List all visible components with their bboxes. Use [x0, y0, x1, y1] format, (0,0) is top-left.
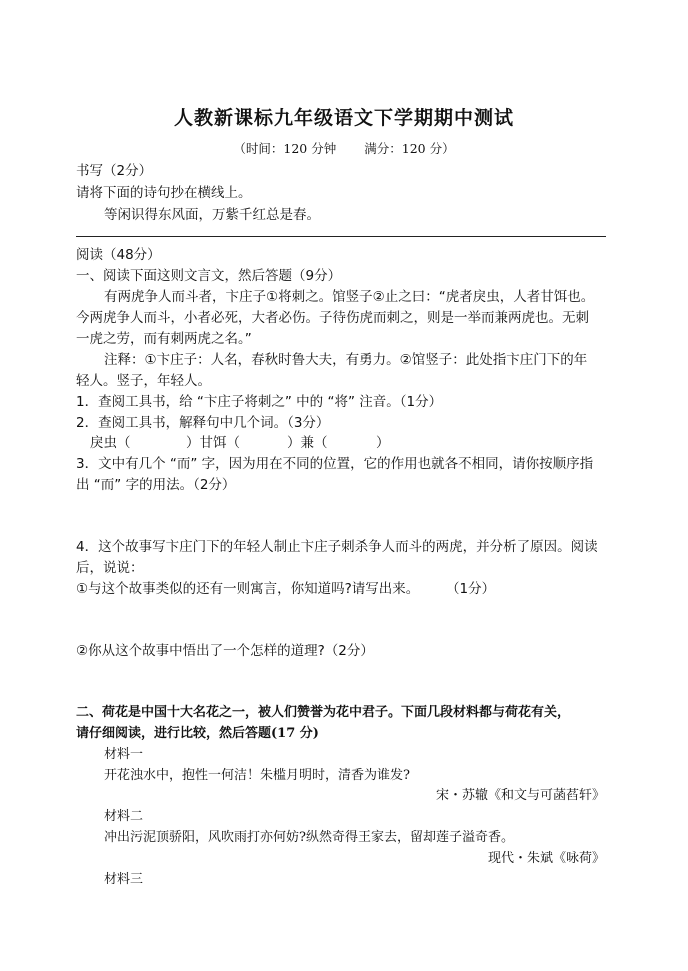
passage-line: 今两虎争人而斗，小者必死，大者必伤。子待伤虎而刺之，则是一举而兼两虎也。无刺 — [76, 310, 589, 326]
question-4a: ①与这个故事类似的还有一则寓言，你知道吗?请写出来。 — [76, 581, 420, 597]
material-2-label: 材料二 — [104, 809, 144, 824]
writing-answer-line — [76, 236, 606, 237]
writing-poem: 等闲识得东风面，万紫千红总是春。 — [104, 207, 320, 223]
passage-line: 一虎之劳，而有刺两虎之名。” — [76, 331, 252, 347]
writing-heading: 书写（2分） — [76, 163, 153, 179]
question-1: 1．查阅工具书，给 “卞庄子将刺之” 中的 “将” 注音。（1分） — [76, 394, 443, 410]
material-1-source: 宋・苏辙《和文与可菡萏轩》 — [435, 788, 605, 803]
material-1-text: 开花浊水中，抱性一何洁！朱槛月明时，清香为谁发? — [104, 768, 410, 783]
question-2-word: ）兼（ — [287, 435, 328, 451]
question-2-word: ）甘饵（ — [186, 435, 240, 451]
question-4: 4．这个故事写卞庄门下的年轻人制止卞庄子刺杀争人而斗的两虎，并分析了原因。阅读 — [76, 539, 598, 555]
material-2-source: 现代・朱斌《咏荷》 — [487, 851, 605, 866]
material-1-label: 材料一 — [104, 747, 144, 762]
question-4a-score: （1分） — [446, 581, 496, 597]
reading-heading: 阅读（48分） — [76, 247, 161, 263]
part2-title: 请仔细阅读，进行比较，然后答题(17 分) — [76, 726, 319, 741]
notes-line: 注释：①卞庄子：人名，春秋时鲁大夫，有勇力。②馆竖子：此处指卞庄门下的年 — [104, 352, 588, 368]
question-3: 3．文中有几个 “而” 字，因为用在不同的位置，它的作用也就各不相同，请你按顺序指 — [76, 456, 594, 472]
question-2-word: ） — [376, 435, 390, 451]
material-2-text: 冲出污泥顶骄阳，风吹雨打亦何妨?纵然奇得王家去，留却莲子溢奇香。 — [104, 830, 514, 845]
exam-score: 满分：120 分） — [364, 141, 455, 156]
exam-time: （时间：120 分钟 — [233, 141, 337, 156]
part2-title: 二、荷花是中国十大名花之一，被人们赞誉为花中君子。下面几段材料都与荷花有关， — [76, 705, 571, 720]
writing-instruction: 请将下面的诗句抄在横线上。 — [76, 185, 252, 201]
material-3-label: 材料三 — [104, 872, 144, 887]
question-4: 后，说说： — [76, 560, 144, 576]
question-3: 出 “而” 字的用法。（2分） — [76, 477, 236, 493]
passage-line: 有两虎争人而斗者，卞庄子①将刺之。馆竖子②止之曰：“虎者戾虫，人者甘饵也。 — [104, 289, 595, 305]
notes-line: 轻人。竖子，年轻人。 — [76, 373, 211, 389]
question-2: 2．查阅工具书，解释句中几个词。（3分） — [76, 415, 330, 431]
exam-meta — [0, 139, 688, 157]
question-2-word: 戾虫（ — [90, 435, 131, 451]
part1-title: 一、阅读下面这则文言文，然后答题（9分） — [76, 268, 342, 284]
question-4b: ②你从这个故事中悟出了一个怎样的道理?（2分） — [76, 643, 374, 659]
page-title: 人教新课标九年级语文下学期期中测试 — [173, 107, 514, 129]
